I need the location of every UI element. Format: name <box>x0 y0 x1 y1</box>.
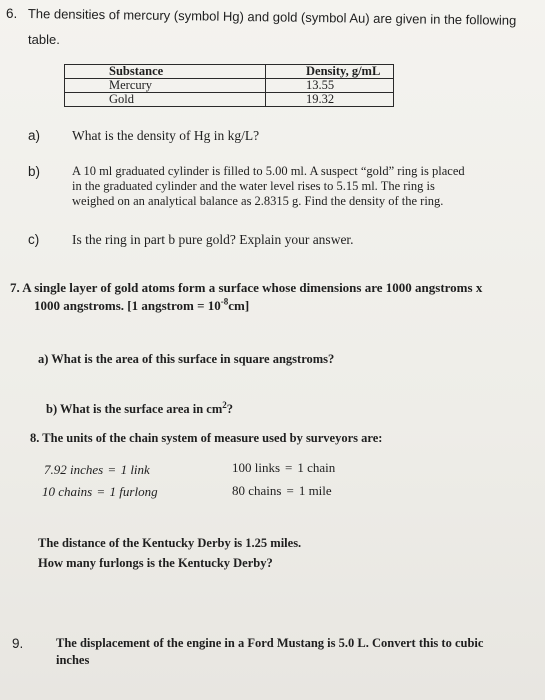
q7b-text: b) What is the surface area in $cm^2$? <box>46 399 234 416</box>
table-cell: Mercury <box>65 79 266 93</box>
table-header-row <box>65 65 394 79</box>
q7-line2: 1000 angstroms. [1 angstrom = $10^{-8}cm$] <box>34 296 250 313</box>
q9-line1: The displacement of the engine in a Ford Mustang is 5.0 L. Convert this to cubic <box>56 636 484 650</box>
q9-number: 9. <box>12 636 24 651</box>
q6b-line2: in the graduated cylinder and the water level rises to 5.15 ml. The ring is <box>72 179 435 193</box>
q6-number: 6. <box>6 6 18 21</box>
q6b-line1: A 10 ml graduated cylinder is filled to 5.00 ml. A suspect “gold” ring is placed <box>72 164 465 178</box>
conversion-chains-mile: 80 chains = 1 mile <box>232 483 332 498</box>
table-row <box>65 93 394 107</box>
q6b-label: b) <box>28 164 41 179</box>
q7a-text: a) What is the area of this surface in square angstroms? <box>38 352 335 366</box>
table-cell: 13.55 <box>266 79 394 93</box>
table-header-substance: Substance <box>65 65 266 79</box>
q9-line2: inches <box>56 653 90 667</box>
q6b-line3: weighed on an analytical balance as 2.8315 g. Find the density of the ring. <box>72 194 444 208</box>
q7-line1: 7. A single layer of gold atoms form a surface whose dimensions are 1000 angstroms x <box>10 280 483 295</box>
table-cell: Gold <box>65 93 266 107</box>
conversion-chains-furlong: 10 chains = 1 furlong <box>42 484 158 499</box>
q8-title: 8. The units of the chain system of measure used by surveyors are: <box>30 431 383 445</box>
conversion-links-chain: 100 links = 1 chain <box>232 460 336 475</box>
density-table <box>64 64 394 107</box>
q6a-text: What is the density of Hg in kg/L? <box>72 128 260 143</box>
table-row <box>65 79 394 93</box>
q6c-text: Is the ring in part b pure gold? Explain your answer. <box>72 232 354 247</box>
derby-line: The distance of the Kentucky Derby is 1.25 miles. <box>38 536 302 550</box>
q6-text-line1: The densities of mercury (symbol Hg) and gold (symbol Au) are given in the following <box>27 6 517 28</box>
q6-text-line2: table. <box>28 32 60 47</box>
derby-question: How many furlongs is the Kentucky Derby? <box>38 556 273 570</box>
table-cell: 19.32 <box>266 93 394 107</box>
q6c-label: c) <box>28 232 40 247</box>
conversion-inches-link: 7.92 inches = 1 link <box>44 462 150 477</box>
table-header-density: Density, g/mL <box>266 65 394 79</box>
q6a-label: a) <box>28 128 41 143</box>
